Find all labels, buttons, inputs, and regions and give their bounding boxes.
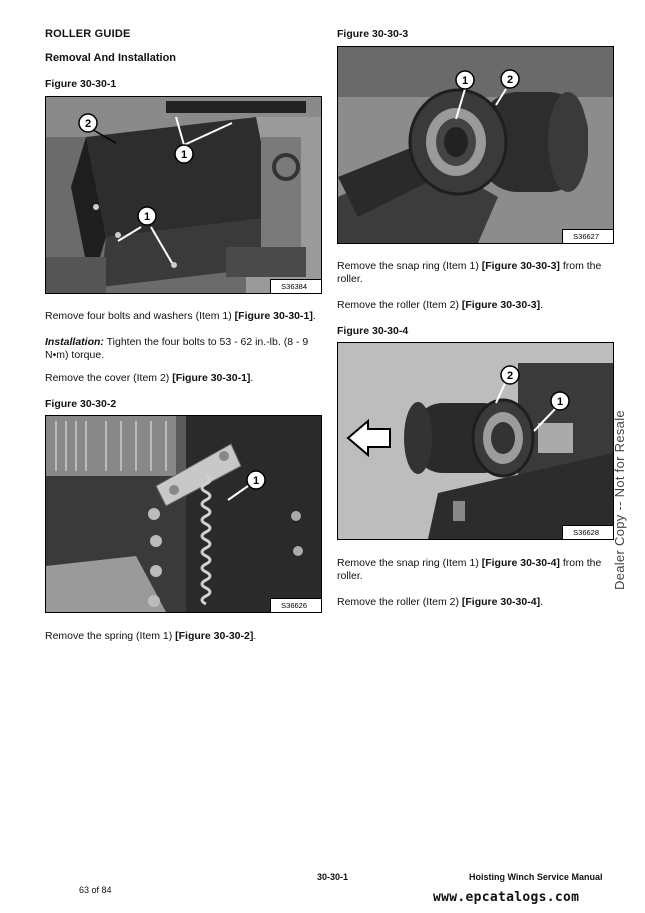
- figure-ref: [Figure 30-30-3]: [461, 299, 541, 311]
- right-paragraph-2: Remove the roller (Item 2) [Figure 30-30-3].: [337, 299, 543, 311]
- figure-1-title: Figure 30-30-1: [45, 78, 117, 90]
- dealer-copy-stamp: Dealer Copy -- Not for Resale: [612, 410, 627, 590]
- figure-4-callout-1: 1: [556, 396, 564, 408]
- subsection-title: Removal And Installation: [45, 52, 177, 64]
- watermark: www.epcatalogs.com: [433, 890, 580, 905]
- left-paragraph-2: Installation: Tighten the four bolts to 53 - 62 in.-lb. (8 - 9 N•m) torque.: [45, 336, 309, 361]
- figure-ref: [Figure 30-30-2]: [175, 630, 254, 642]
- left-paragraph-4: Remove the spring (Item 1) [Figure 30-30-2].: [45, 630, 257, 642]
- figure-2-callout-1: 1: [252, 475, 260, 487]
- figure-ref: [Figure 30-30-1]: [234, 310, 313, 322]
- figure-1-callout-1b: 1: [143, 211, 151, 223]
- left-paragraph-3: Remove the cover (Item 2) [Figure 30-30-1].: [45, 372, 254, 384]
- manual-title: Hoisting Winch Service Manual: [469, 872, 603, 882]
- figure-3-photo: [337, 46, 614, 244]
- figure-1-callout-1a: 1: [180, 149, 188, 161]
- figure-1-callout-2: 2: [84, 118, 92, 130]
- figure-3-title: Figure 30-30-3: [337, 28, 409, 40]
- section-title: ROLLER GUIDE: [45, 28, 131, 40]
- figure-4-id: S36628: [562, 525, 613, 539]
- figure-3-callout-1: 1: [461, 75, 469, 87]
- figure-3-callout-2: 2: [506, 74, 514, 86]
- right-paragraph-1: Remove the snap ring (Item 1) [Figure 30-30-3] from the roller.: [337, 260, 602, 285]
- figure-2-photo: [45, 415, 322, 613]
- figure-4-callout-2: 2: [506, 370, 514, 382]
- right-paragraph-3: Remove the snap ring (Item 1) [Figure 30-30-4] from the roller.: [337, 557, 602, 582]
- figure-4-title: Figure 30-30-4: [337, 325, 409, 337]
- figure-1-photo: [45, 96, 322, 294]
- figure-ref: [Figure 30-30-3]: [481, 260, 560, 272]
- figure-3-id: S36627: [562, 229, 613, 243]
- page-number: 30-30-1: [317, 872, 349, 882]
- figure-1-id: S36384: [270, 279, 321, 293]
- figure-ref: [Figure 30-30-4]: [481, 557, 560, 569]
- page-count: 63 of 84: [79, 885, 112, 895]
- figure-2-id: S36626: [270, 598, 321, 612]
- figure-ref: [Figure 30-30-4]: [461, 596, 541, 608]
- figure-2-title: Figure 30-30-2: [45, 398, 117, 410]
- right-paragraph-4: Remove the roller (Item 2) [Figure 30-30-4].: [337, 596, 543, 608]
- installation-label: Installation:: [45, 336, 104, 348]
- figure-ref: [Figure 30-30-1]: [172, 372, 251, 384]
- left-paragraph-1: Remove four bolts and washers (Item 1) [Figure 30-30-1].: [45, 310, 316, 322]
- figure-4-photo: [337, 342, 614, 540]
